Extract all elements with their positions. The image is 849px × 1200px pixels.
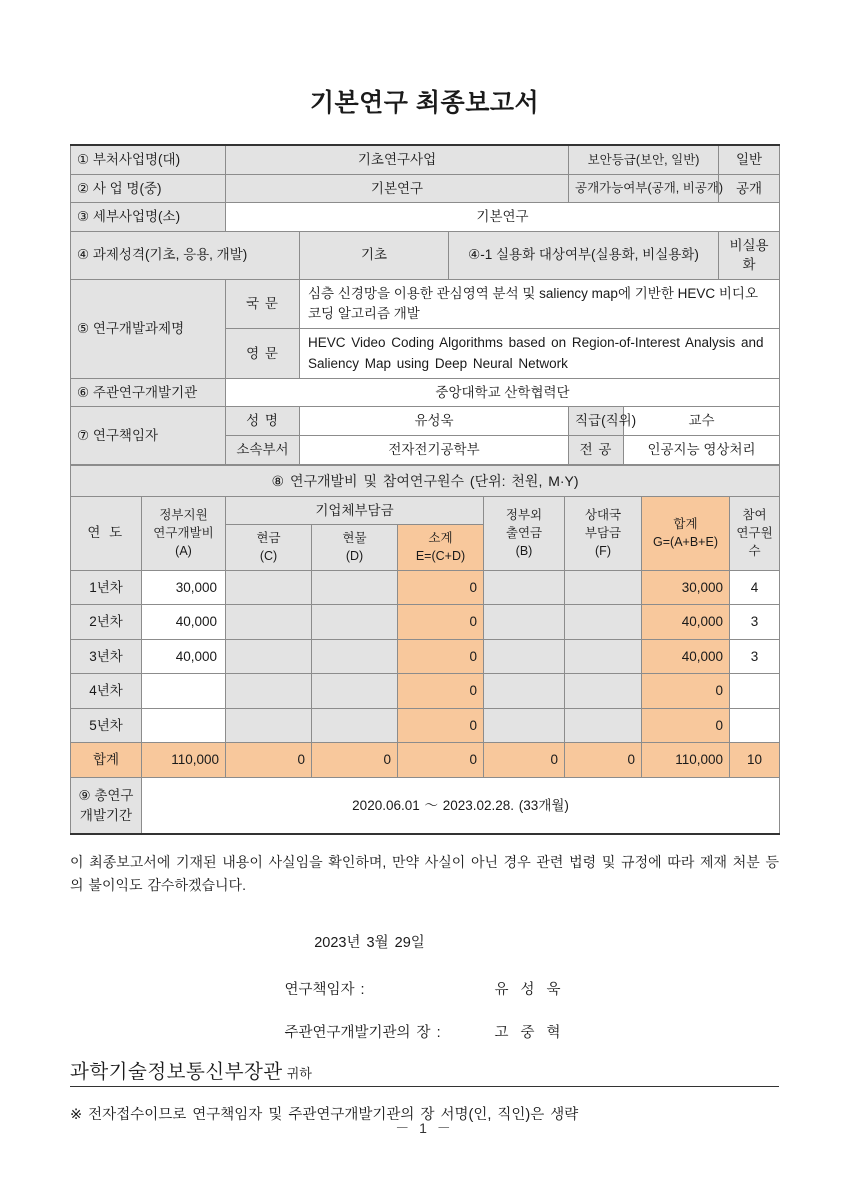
header-company-contribution: 기업체부담금 [226, 496, 484, 525]
value-program-name: 기본연구 [226, 174, 569, 203]
header-gov-external-line2: 출연금 [505, 526, 543, 541]
label-project-title: ⑤ 연구개발과제명 [71, 279, 226, 378]
row-gov-external [484, 674, 565, 709]
row-partner [565, 570, 642, 605]
header-partner-line3: (F) [595, 544, 611, 559]
label-title-english: 영 문 [226, 329, 300, 379]
value-pi-name: 유성욱 [300, 407, 569, 436]
ministry-name: 과학기술정보통신부장관 [70, 1061, 283, 1084]
page-number-footer: － 1 － [395, 1120, 454, 1136]
row-gov-support [142, 708, 226, 743]
row-subtotal: 0 [398, 708, 484, 743]
value-ministry-program: 기초연구사업 [226, 145, 569, 174]
row-partner [565, 605, 642, 640]
signature-organization-head [70, 1021, 779, 1042]
row-year: 5년차 [71, 708, 142, 743]
row-total: 40,000 [642, 605, 730, 640]
value-task-character: 기초 [300, 231, 449, 279]
row-inkind [312, 639, 398, 674]
header-gov-support-line3: (A) [175, 544, 192, 559]
header-gov-support-line2: 연구개발비 [153, 526, 214, 541]
header-gov-external-line3: (B) [515, 544, 533, 559]
total-row-gov-support: 110,000 [142, 743, 226, 778]
row-partner [565, 639, 642, 674]
value-pi-position: 교수 [624, 407, 780, 436]
row-cash [226, 605, 312, 640]
total-row-year: 합계 [71, 743, 142, 778]
value-pi-major: 인공지능 영상처리 [624, 435, 780, 464]
total-row-researchers: 10 [730, 743, 780, 778]
table-row [71, 203, 780, 232]
table-row [71, 407, 780, 436]
table-row [71, 231, 780, 279]
label-subprogram-name: ③ 세부사업명(소) [71, 203, 226, 232]
label-security-grade: 보안등급(보안, 일반) [569, 145, 719, 174]
table-row [71, 378, 780, 407]
total-row-cash: 0 [226, 743, 312, 778]
label-pi-major: 전 공 [569, 435, 624, 464]
horizontal-divider [70, 1086, 779, 1087]
total-row-total: 110,000 [642, 743, 730, 778]
value-pi-department: 전자전기공학부 [300, 435, 569, 464]
header-gov-support-line1: 정부지원 [159, 508, 208, 523]
row-cash [226, 674, 312, 709]
row-researchers: 3 [730, 605, 780, 640]
signature-principal-investigator [70, 978, 779, 999]
row-gov-support: 40,000 [142, 639, 226, 674]
table-row [71, 496, 780, 525]
value-disclosure: 공개 [719, 174, 780, 203]
row-gov-support [142, 674, 226, 709]
row-year: 2년차 [71, 605, 142, 640]
table-row-total [71, 743, 780, 778]
header-grand-total-line1: 합계 [673, 517, 698, 532]
value-security-grade: 일반 [719, 145, 780, 174]
label-principal-investigator: ⑦ 연구책임자 [71, 407, 226, 464]
header-partner-country [565, 496, 642, 570]
label-pi-name: 성 명 [226, 407, 300, 436]
label-pi-department: 소속부서 [226, 435, 300, 464]
row-inkind [312, 570, 398, 605]
row-total: 0 [642, 674, 730, 709]
pi-signature-name: 유 성 욱 [494, 982, 565, 999]
total-row-subtotal: 0 [398, 743, 484, 778]
header-researchers-line2: 연구원수 [736, 526, 773, 559]
row-year: 1년차 [71, 570, 142, 605]
row-total: 40,000 [642, 639, 730, 674]
table-row [71, 279, 780, 329]
row-cash [226, 708, 312, 743]
electronic-submission-note: ※ 전자접수이므로 연구책임자 및 주관연구개발기관의 장 서명(인, 직인)은 생략 [70, 1107, 579, 1124]
row-partner [565, 708, 642, 743]
header-gov-support [142, 496, 226, 570]
row-partner [565, 674, 642, 709]
header-inkind-line1: 현물 [342, 531, 367, 546]
row-researchers: 4 [730, 570, 780, 605]
declaration-date: 2023년 3월 29일 [314, 935, 425, 952]
row-inkind [312, 674, 398, 709]
value-title-english: HEVC Video Coding Algorithms based on Region-of-Interest Analysis and Saliency Map using Deep Neural Network [300, 329, 780, 379]
header-grand-total-line2: G=(A+B+E) [653, 535, 718, 550]
value-host-institution: 중앙대학교 산학협력단 [226, 378, 780, 407]
header-subtotal-line2: E=(C+D) [415, 549, 466, 564]
budget-rows-body [71, 570, 780, 743]
value-subprogram-name: 기본연구 [226, 203, 780, 232]
row-year: 3년차 [71, 639, 142, 674]
label-task-character: ④ 과제성격(기초, 응용, 개발) [71, 231, 300, 279]
table-row [71, 708, 780, 743]
label-host-institution: ⑥ 주관연구개발기관 [71, 378, 226, 407]
label-program-name: ② 사 업 명(중) [71, 174, 226, 203]
header-cash-line1: 현금 [256, 531, 281, 546]
table-row [71, 465, 780, 496]
header-subtotal [398, 525, 484, 570]
row-gov-external [484, 605, 565, 640]
header-partner-line1: 상대국 [584, 508, 622, 523]
table-row [71, 639, 780, 674]
row-gov-external [484, 639, 565, 674]
row-gov-external [484, 570, 565, 605]
row-total: 30,000 [642, 570, 730, 605]
row-inkind [312, 605, 398, 640]
header-cash-line2: (C) [259, 549, 278, 564]
row-researchers [730, 674, 780, 709]
table-row [71, 674, 780, 709]
header-researchers-line1: 참여 [742, 508, 767, 523]
page-title: 기본연구 최종보고서 [309, 89, 540, 117]
row-cash [226, 570, 312, 605]
row-subtotal: 0 [398, 605, 484, 640]
header-partner-line2: 부담금 [584, 526, 622, 541]
budget-table [70, 465, 780, 836]
addressee-ministry [70, 1056, 779, 1084]
table-row [71, 145, 780, 174]
row-subtotal: 0 [398, 570, 484, 605]
header-subtotal-line1: 소계 [428, 531, 453, 546]
row-subtotal: 0 [398, 639, 484, 674]
row-year: 4년차 [71, 674, 142, 709]
row-researchers: 3 [730, 639, 780, 674]
total-row-inkind: 0 [312, 743, 398, 778]
header-gov-external [484, 496, 565, 570]
value-total-period: 2020.06.01 ～ 2023.02.28. (33개월) [142, 777, 780, 834]
pi-signature-label: 연구책임자 : [284, 982, 365, 999]
total-row-partner: 0 [565, 743, 642, 778]
header-cash [226, 525, 312, 570]
label-title-korean: 국 문 [226, 279, 300, 329]
row-inkind [312, 708, 398, 743]
label-total-period: ⑨ 총연구개발기간 [71, 777, 142, 834]
row-subtotal: 0 [398, 674, 484, 709]
ministry-honorific: 귀하 [286, 1066, 312, 1082]
row-gov-support: 40,000 [142, 605, 226, 640]
table-row [71, 605, 780, 640]
header-grand-total [642, 496, 730, 570]
budget-caption: ⑧ 연구개발비 및 참여연구원수 (단위: 천원, M·Y) [71, 465, 780, 496]
header-inkind [312, 525, 398, 570]
total-row-gov-external: 0 [484, 743, 565, 778]
label-pi-position: 직급(직위) [569, 407, 624, 436]
value-title-korean: 심층 신경망을 이용한 관심영역 분석 및 saliency map에 기반한 HEVC 비디오 코딩 알고리즘 개발 [300, 279, 780, 329]
value-commercialization: 비실용화 [719, 231, 780, 279]
row-total: 0 [642, 708, 730, 743]
label-commercialization: ④-1 실용화 대상여부(실용화, 비실용화) [449, 231, 719, 279]
declaration-statement: 이 최종보고서에 기재된 내용이 사실임을 확인하며, 만약 사실이 아닌 경우 관련 법령 및 규정에 따라 제재 처분 등의 불이익도 감수하겠습니다. [70, 854, 779, 894]
table-row [71, 174, 780, 203]
row-cash [226, 639, 312, 674]
header-researcher-count [730, 496, 780, 570]
label-ministry-program: ① 부처사업명(대) [71, 145, 226, 174]
org-head-signature-name: 고 중 혁 [494, 1025, 565, 1042]
project-info-table [70, 144, 780, 465]
row-gov-external [484, 708, 565, 743]
header-year: 연 도 [71, 496, 142, 570]
org-head-signature-label: 주관연구개발기관의 장 : [284, 1025, 441, 1042]
header-gov-external-line1: 정부외 [505, 508, 543, 523]
table-row [71, 777, 780, 834]
header-inkind-line2: (D) [345, 549, 364, 564]
table-row [71, 570, 780, 605]
label-disclosure: 공개가능여부(공개, 비공개) [569, 174, 719, 203]
row-researchers [730, 708, 780, 743]
row-gov-support: 30,000 [142, 570, 226, 605]
